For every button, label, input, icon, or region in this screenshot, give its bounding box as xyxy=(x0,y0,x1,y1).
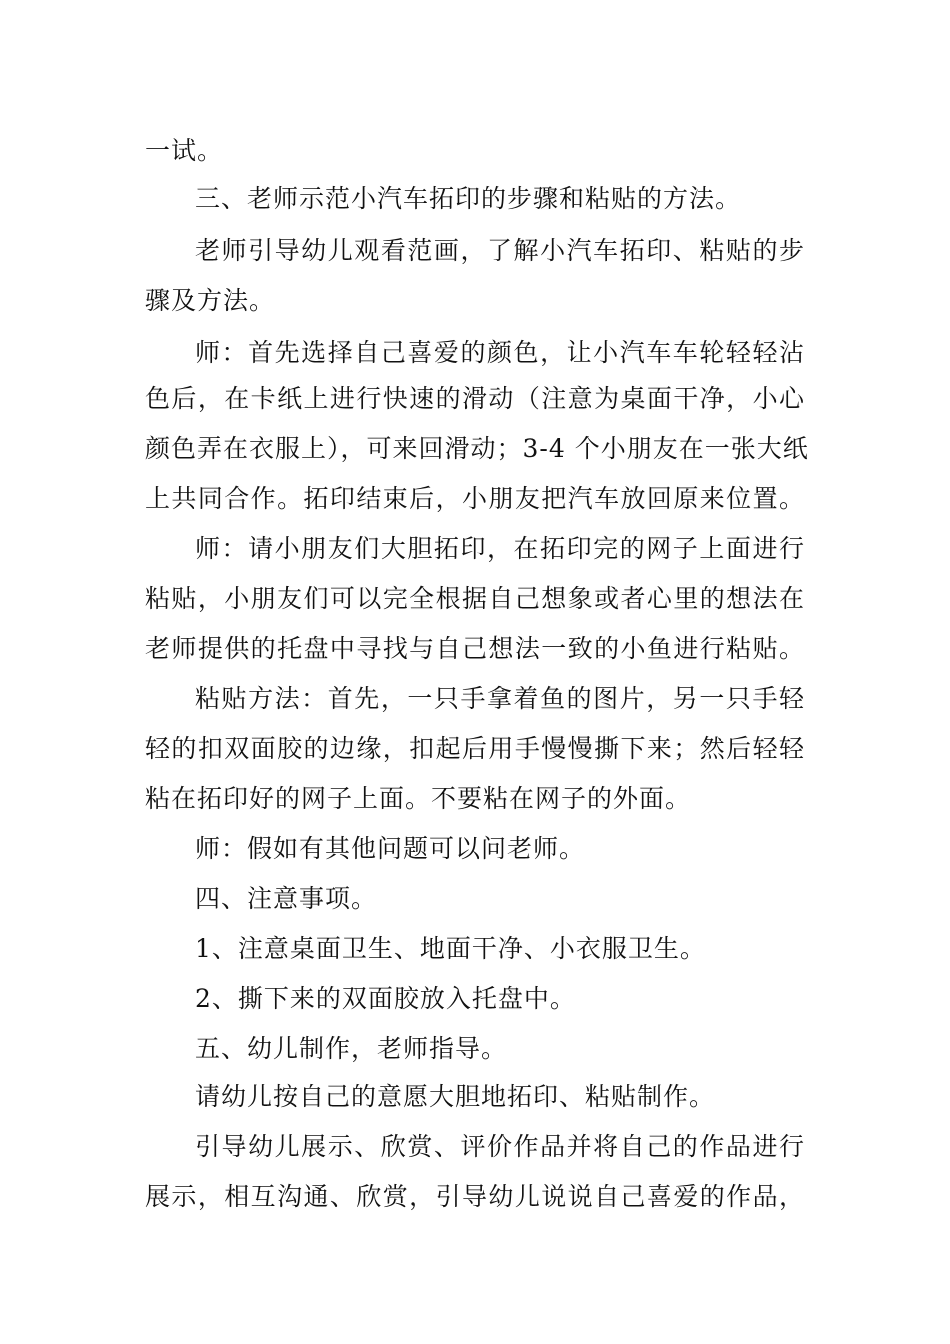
text-line: 粘贴，小朋友们可以完全根据自己想象或者心里的想法在 xyxy=(145,584,805,613)
section-heading: 五、幼儿制作，老师指导。 xyxy=(195,1034,508,1063)
list-item: 1、注意桌面卫生、地面干净、小衣服卫生。 xyxy=(195,934,706,963)
list-item: 2、撕下来的双面胶放入托盘中。 xyxy=(195,984,576,1013)
text-line: 老师引导幼儿观看范画，了解小汽车拓印、粘贴的步 xyxy=(195,236,805,265)
text-line: 请幼儿按自己的意愿大胆地拓印、粘贴制作。 xyxy=(195,1082,716,1111)
text-line: 师：假如有其他问题可以问老师。 xyxy=(195,834,586,863)
text-line: 轻的扣双面胶的边缘，扣起后用手慢慢撕下来；然后轻轻 xyxy=(145,734,805,763)
text-line: 骤及方法。 xyxy=(145,286,276,315)
section-heading: 四、注意事项。 xyxy=(195,884,378,913)
text-line: 老师提供的托盘中寻找与自己想法一致的小鱼进行粘贴。 xyxy=(145,634,805,663)
text-line: 一试。 xyxy=(145,136,224,165)
text-line: 粘在拓印好的网子上面。不要粘在网子的外面。 xyxy=(145,784,692,813)
text-line: 色后，在卡纸上进行快速的滑动（注意为桌面干净，小心 xyxy=(145,384,805,413)
text-line: 师：首先选择自己喜爱的颜色，让小汽车车轮轻轻沾 xyxy=(195,338,805,367)
text-line: 引导幼儿展示、欣赏、评价作品并将自己的作品进行 xyxy=(195,1132,805,1161)
text-line: 粘贴方法：首先，一只手拿着鱼的图片，另一只手轻 xyxy=(195,684,805,713)
text-line: 上共同合作。拓印结束后，小朋友把汽车放回原来位置。 xyxy=(145,484,805,513)
text-line: 颜色弄在衣服上），可来回滑动；3-4 个小朋友在一张大纸 xyxy=(145,434,809,463)
section-heading: 三、老师示范小汽车拓印的步骤和粘贴的方法。 xyxy=(195,184,742,213)
text-line: 师：请小朋友们大胆拓印，在拓印完的网子上面进行 xyxy=(195,534,805,563)
text-line: 展示，相互沟通、欣赏，引导幼儿说说自己喜爱的作品， xyxy=(145,1182,805,1211)
